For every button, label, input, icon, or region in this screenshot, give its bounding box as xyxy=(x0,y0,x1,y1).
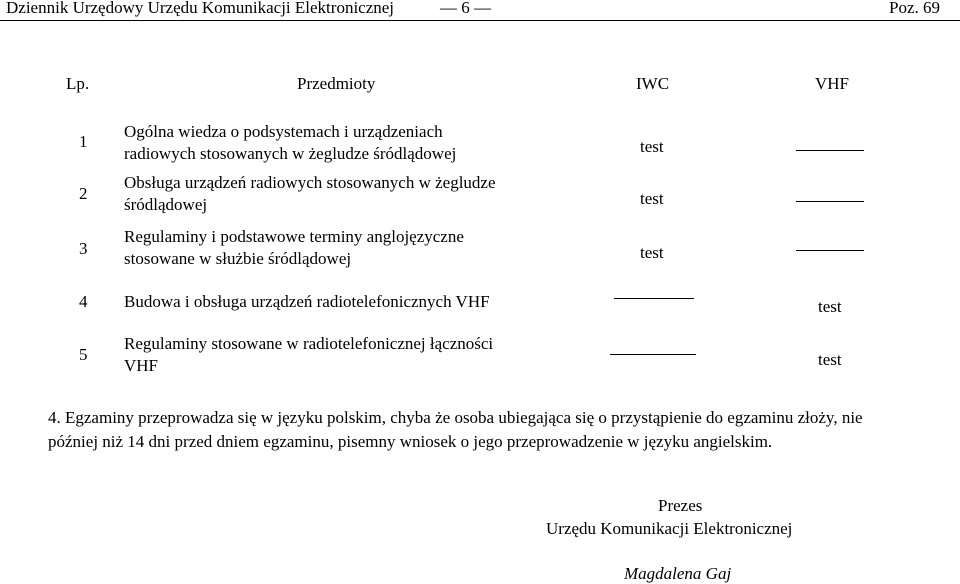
row-4-vhf: test xyxy=(818,297,842,316)
row-5-iwc-dash xyxy=(610,354,696,355)
row-2-subject-line1: Obsługa urządzeń radiowych stosowanych w żegludze xyxy=(124,173,496,192)
row-1-subject-line2: radiowych stosowanych w żegludze śródlądowej xyxy=(124,144,457,163)
col-lp: Lp. xyxy=(66,74,90,93)
row-3-vhf-dash xyxy=(796,250,864,251)
header-rule xyxy=(0,20,960,21)
row-2-iwc: test xyxy=(640,189,664,208)
row-2-subject-line2: śródlądowej xyxy=(124,195,208,214)
row-5-number: 5 xyxy=(79,345,88,364)
row-3-iwc: test xyxy=(640,243,664,262)
page-number: — 6 — xyxy=(440,0,491,17)
row-5-subject-line1: Regulaminy stosowane w radiotelefonicznej łączności xyxy=(124,334,494,353)
paragraph-line-1: 4. Egzaminy przeprowadza się w języku polskim, chyba że osoba ubiegająca się o przystąpienie do egzaminu złoży, nie xyxy=(48,408,863,427)
signature-office: Urzędu Komunikacji Elektronicznej xyxy=(546,519,793,538)
col-iwc: IWC xyxy=(636,74,670,93)
row-5-subject-line2: VHF xyxy=(124,356,159,375)
exam-language-paragraph xyxy=(48,406,863,454)
row-1-number: 1 xyxy=(79,132,88,151)
row-4-number: 4 xyxy=(79,292,88,311)
row-4-subject: Budowa i obsługa urządzeń radiotelefonicznych VHF xyxy=(124,292,490,311)
row-4-iwc-dash xyxy=(614,298,694,299)
row-3-subject-line2: stosowane w służbie śródlądowej xyxy=(124,249,352,268)
col-vhf: VHF xyxy=(815,74,850,93)
position-number: Poz. 69 xyxy=(889,0,940,17)
row-2-number: 2 xyxy=(79,184,88,203)
row-5-vhf: test xyxy=(818,350,842,369)
signature-name: Magdalena Gaj xyxy=(624,564,732,583)
row-1-subject-line1: Ogólna wiedza o podsystemach i urządzeniach xyxy=(124,122,443,141)
row-3-number: 3 xyxy=(79,239,88,258)
journal-title: Dziennik Urzędowy Urzędu Komunikacji Elektronicznej xyxy=(6,0,395,17)
col-subjects: Przedmioty xyxy=(297,74,376,93)
row-3-subject-line1: Regulaminy i podstawowe terminy anglojęzyczne xyxy=(124,227,464,246)
row-2-vhf-dash xyxy=(796,201,864,202)
row-1-iwc: test xyxy=(640,137,664,156)
signature-title: Prezes xyxy=(658,496,703,515)
row-1-vhf-dash xyxy=(796,150,864,151)
paragraph-line-2: później niż 14 dni przed dniem egzaminu, pisemny wniosek o jego przeprowadzenie w języku angielskim. xyxy=(48,432,773,451)
